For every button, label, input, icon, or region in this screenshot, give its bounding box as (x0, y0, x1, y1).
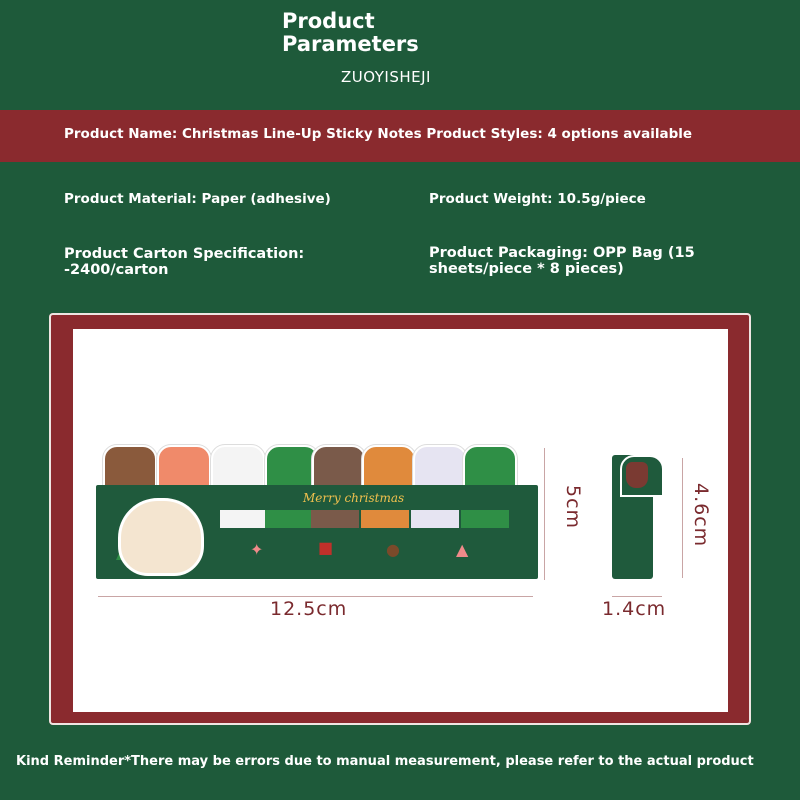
pack-label: Merry christmas (303, 491, 405, 505)
pack-width-label: 12.5cm (270, 598, 348, 620)
pack-strip (265, 510, 313, 528)
cake-icon: ● (386, 540, 400, 559)
product-carton-spec: Product Carton Specification: -2400/carton (64, 246, 305, 278)
candy-cane-icon: ✦ (250, 540, 264, 559)
pack-height-label: 5cm (562, 485, 584, 530)
product-name-text: Product Name: Christmas Line-Up Sticky Notes Product Styles: 4 options available (64, 126, 693, 142)
bell-icon: ▲ (456, 540, 469, 559)
width-dimension-line (98, 596, 533, 597)
kind-reminder: Kind Reminder*There may be errors due to manual measurement, please refer to the actual product (16, 754, 754, 769)
single-height-label: 4.6cm (690, 483, 712, 548)
bear-illustration (118, 498, 204, 576)
page-title: Product Parameters (282, 9, 419, 56)
pack-strip (411, 510, 459, 528)
pack-strip (311, 510, 359, 528)
single-width-dimension-line (612, 596, 662, 597)
stocking-icon (626, 462, 648, 488)
brand-name: ZUOYISHEJI (341, 68, 431, 86)
single-width-label: 1.4cm (602, 598, 667, 620)
single-height-dimension-line (682, 458, 683, 578)
product-weight: Product Weight: 10.5g/piece (429, 191, 646, 207)
height-dimension-line (544, 448, 545, 580)
product-packaging: Product Packaging: OPP Bag (15 sheets/piece * 8 pieces) (429, 245, 695, 277)
gift-icon: ■ (318, 538, 334, 557)
product-material: Product Material: Paper (adhesive) (64, 191, 331, 207)
pack-strip (220, 510, 268, 528)
pack-strip (461, 510, 509, 528)
pack-strip (361, 510, 409, 528)
